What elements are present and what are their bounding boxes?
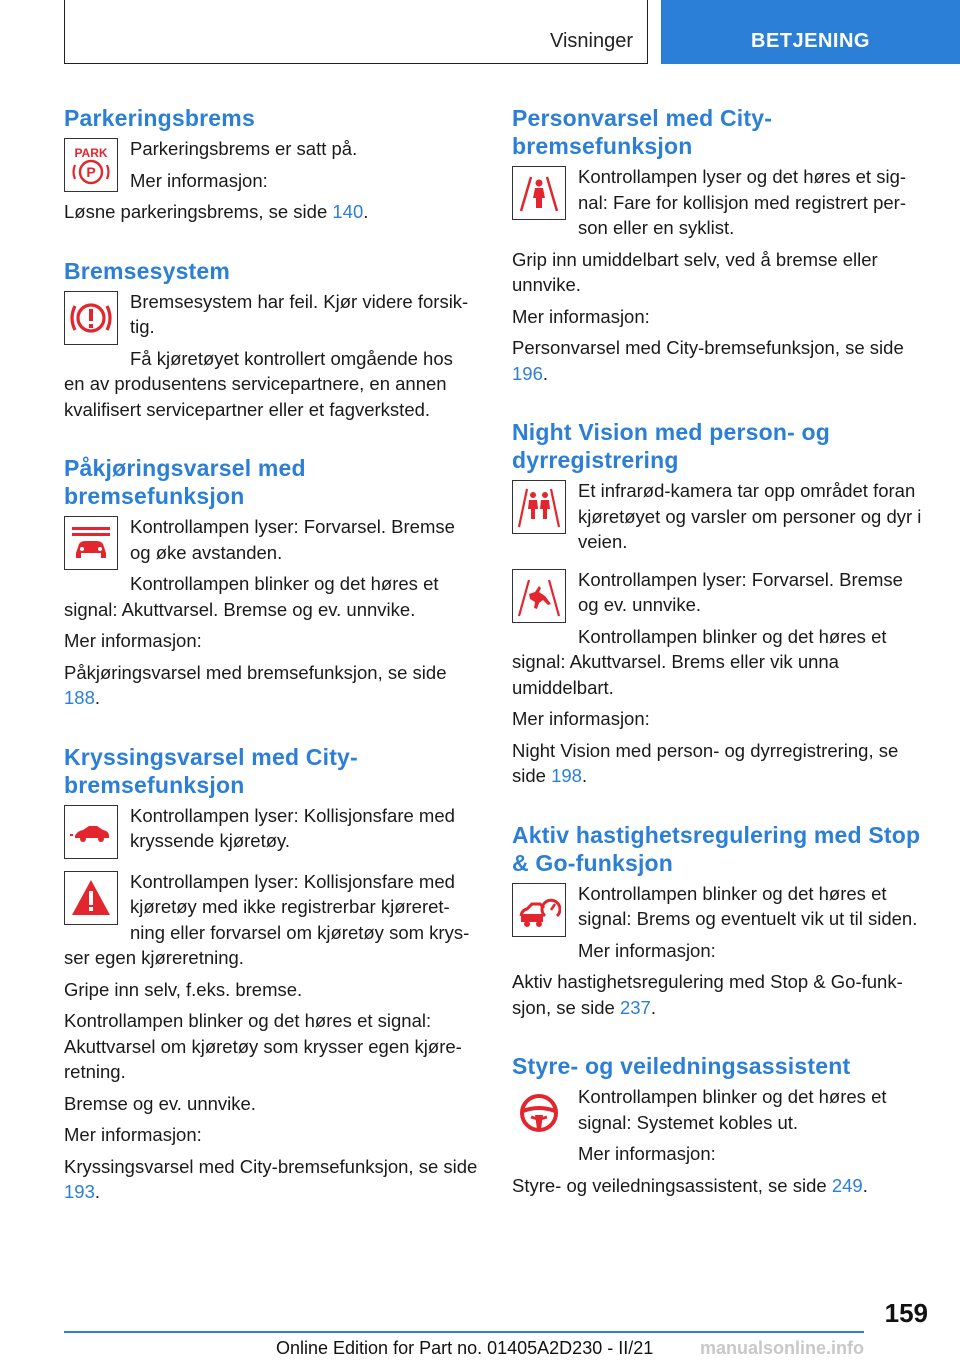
paragraph-text: Kontrollampen blinker og det høres et signal: Akuttvarsel. Bremse og ev. unnvike. — [64, 573, 439, 620]
paragraph-text: Kryssingsvarsel med City-bremsefunksjon, se side — [64, 1155, 478, 1177]
paragraph-text: Gripe inn selv, f.eks. bremse. — [64, 978, 303, 1000]
steering-wheel-icon — [512, 1086, 566, 1140]
paragraph — [64, 977, 478, 1003]
paragraph-text: Kontrollampen blinker og det høres et signal: Brems og eventuelt vik ut til siden. — [578, 882, 918, 929]
paragraph — [64, 1154, 478, 1205]
page-link[interactable]: 140 — [332, 201, 364, 222]
left-column — [64, 104, 478, 1237]
paragraph — [64, 199, 478, 225]
paragraph — [512, 881, 928, 932]
paragraph-text: Kontrollampen lyser: Forvarsel. Bremse og øke avstanden. — [130, 516, 455, 563]
page-link[interactable]: 196 — [512, 362, 543, 384]
section-heading: Personvarsel med City-bremsefunksjon — [512, 105, 773, 159]
frontal-collision-icon — [64, 516, 118, 570]
paragraph — [512, 738, 928, 789]
paragraph — [64, 1122, 478, 1148]
night-vision-persons-icon — [512, 480, 566, 534]
paragraph-text: Kontrollampen lyser: Forvarsel. Bremse og ev. unnvike. — [578, 568, 903, 615]
section — [512, 418, 928, 561]
paragraph-text: Kontrollampen lyser: Kollisjonsfare med kjøretøy med ikke registrerbar kjøreret-ning eller forvarsel om kjøretøy som krys-ser egen kjøreretning. — [64, 870, 470, 968]
paragraph-text: Mer informasjon: — [512, 708, 650, 729]
paragraph-text: Påkjøringsvarsel med bremsefunksjon, se side — [64, 661, 447, 683]
footer-edition: Online Edition for Part no. 01405A2D230 - II/21 — [276, 1338, 654, 1358]
paragraph-text: Mer informasjon: — [64, 1124, 202, 1145]
paragraph — [512, 304, 928, 330]
paragraph-text: Kontrollampen lyser: Kollisjonsfare med kryssende kjøretøy. — [130, 804, 455, 851]
chapter-tab[interactable] — [661, 0, 960, 64]
paragraph-end: . — [862, 1174, 868, 1196]
pedestrian-warning-icon — [512, 166, 566, 220]
paragraph-text: Kontrollampen lyser og det høres et sig-nal: Fare for kollisjon med registrert per-son eller en syklist. — [578, 166, 907, 238]
section — [64, 454, 478, 717]
paragraph-text: Løsne parkeringsbrems, se side — [64, 201, 333, 222]
paragraph-text: Mer informasjon: — [64, 630, 202, 651]
paragraph-text: Et infrarød-kamera tar opp området foran kjøretøyet og varsler om personer og dyr i veien. — [578, 480, 922, 552]
paragraph-end: . — [94, 1181, 101, 1202]
paragraph-text: Night Vision med person- og dyrregistrering, se side — [512, 739, 899, 786]
paragraph-text: Mer informasjon: — [130, 169, 268, 191]
section-title: Visninger — [549, 30, 633, 52]
paragraph — [64, 1008, 478, 1085]
cross-traffic-icon — [64, 805, 118, 859]
section — [512, 104, 928, 392]
paragraph — [512, 567, 928, 618]
paragraph-text: Aktiv hastighetsregulering med Stop & Go-funk-sjon, se side — [512, 971, 903, 1018]
chapter-tab-label: BETJENING — [751, 30, 870, 52]
svg-text:P: P — [86, 164, 96, 180]
paragraph-text: Få kjøretøyet kontrollert omgående hos en av produsentens servicepartnere, en annen kvalifisert servicepartner eller et fagverksted. — [64, 347, 453, 420]
paragraph-text: Kontrollampen blinker og det høres et signal: Systemet kobles ut. — [578, 1086, 887, 1133]
paragraph-end: . — [363, 201, 369, 222]
section — [512, 1052, 928, 1204]
paragraph-text: Mer informasjon: — [512, 305, 650, 327]
page-link[interactable]: 188 — [64, 687, 95, 708]
right-column — [512, 104, 928, 1230]
animal-warning-icon — [512, 569, 566, 623]
page-link[interactable]: 198 — [551, 765, 582, 786]
paragraph — [512, 938, 928, 964]
paragraph-text: Parkeringsbrems er satt på. — [130, 138, 358, 159]
paragraph — [64, 869, 478, 971]
paragraph — [64, 168, 478, 194]
paragraph — [64, 660, 478, 711]
paragraph-text: Bremsesystem har feil. Kjør videre forsik-tig. — [130, 290, 469, 337]
section-heading: Parkeringsbrems — [64, 105, 255, 131]
section — [512, 821, 928, 1027]
paragraph — [512, 969, 928, 1020]
parking-brake-icon — [64, 138, 118, 192]
page-number: 159 — [884, 1298, 928, 1328]
paragraph-text: Grip inn umiddelbart selv, ved å bremse eller unnvike. — [512, 248, 878, 295]
paragraph — [64, 1091, 478, 1117]
section-heading: Night Vision med person- og dyrregistrering — [512, 419, 831, 473]
cruise-control-warning-icon — [512, 883, 566, 937]
page-link[interactable]: 249 — [831, 1174, 863, 1196]
paragraph — [64, 628, 478, 654]
brake-warning-icon — [64, 291, 118, 345]
paragraph — [512, 706, 928, 732]
section — [64, 257, 478, 429]
paragraph-text: Bremse og ev. unnvike. — [64, 1092, 256, 1114]
section-heading: Aktiv hastighetsregulering med Stop & Go-funksjon — [512, 821, 921, 876]
section-heading: Kryssingsvarsel med City-bremsefunksjon — [64, 743, 358, 798]
header-box — [64, 0, 648, 64]
paragraph — [512, 335, 928, 386]
watermark: manualsonline.info — [700, 1338, 865, 1358]
paragraph — [512, 1173, 928, 1199]
paragraph-text: Styre- og veiledningsassistent, se side — [512, 1174, 832, 1196]
paragraph — [64, 803, 478, 854]
section — [64, 743, 478, 863]
paragraph — [512, 624, 928, 701]
paragraph — [512, 1141, 928, 1167]
paragraph — [512, 478, 928, 555]
paragraph — [64, 136, 478, 162]
section — [512, 567, 928, 795]
section-heading: Påkjøringsvarsel med bremsefunksjon — [64, 455, 306, 509]
paragraph — [512, 164, 928, 241]
paragraph — [64, 346, 478, 423]
paragraph — [64, 289, 478, 340]
paragraph — [512, 247, 928, 298]
paragraph — [64, 571, 478, 622]
paragraph-end: . — [542, 362, 549, 384]
section-heading: Bremsesystem — [64, 257, 231, 284]
section-heading: Styre- og veiledningsassistent — [512, 1053, 851, 1079]
section — [64, 104, 478, 231]
paragraph — [512, 1084, 928, 1135]
footer-divider — [64, 1331, 864, 1333]
paragraph — [64, 514, 478, 565]
page-link[interactable]: 193 — [64, 1181, 95, 1202]
page-link[interactable]: 237 — [619, 996, 651, 1018]
svg-text:PARK: PARK — [74, 146, 108, 160]
paragraph-text: Personvarsel med City-bremsefunksjon, se side — [512, 337, 904, 358]
warning-triangle-icon — [64, 871, 118, 925]
paragraph-text: Mer informasjon: — [578, 939, 716, 961]
paragraph-end: . — [581, 765, 588, 786]
paragraph-text: Mer informasjon: — [578, 1143, 716, 1164]
paragraph-end: . — [94, 687, 101, 708]
section — [64, 869, 478, 1211]
paragraph-end: . — [650, 996, 656, 1018]
paragraph-text: Kontrollampen blinker og det høres et signal: Akuttvarsel om kjøretøy som krysser egen kjøre-retning. — [64, 1010, 462, 1082]
paragraph-text: Kontrollampen blinker og det høres et signal: Akuttvarsel. Brems eller vik unna umiddelbart. — [512, 625, 887, 698]
